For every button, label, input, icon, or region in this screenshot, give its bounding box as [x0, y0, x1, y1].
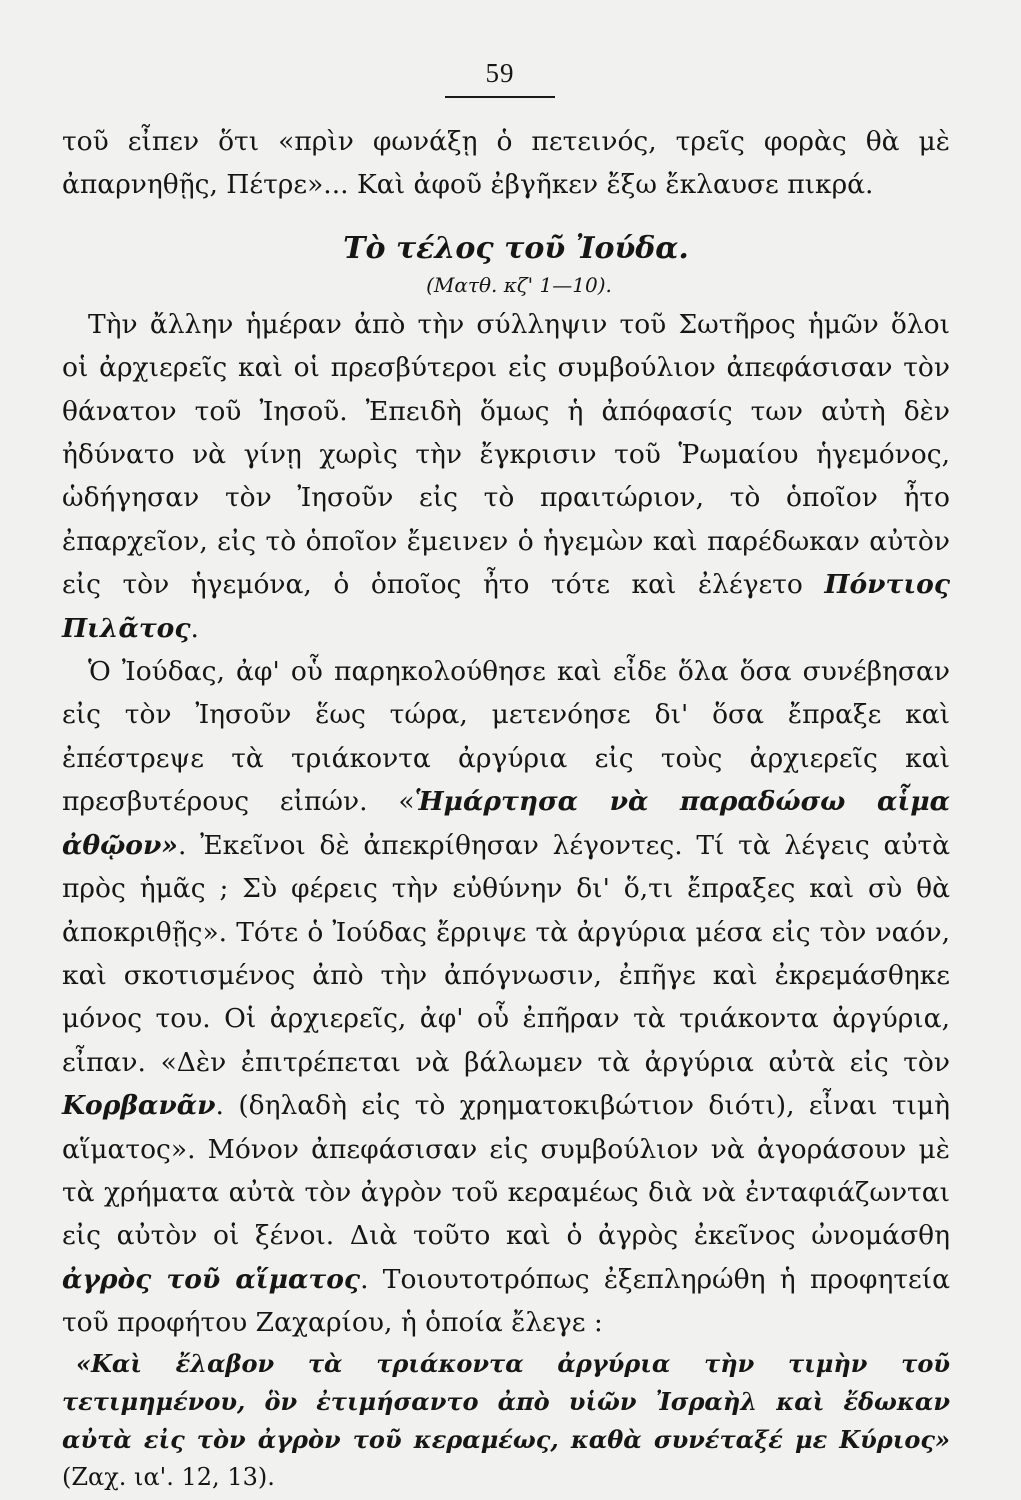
- intro-paragraph: τοῦ εἶπεν ὅτι «πρὶν φωνάξῃ ὁ πετεινός, τρεῖς φορὰς θὰ μὲ ἀπαρνηθῇς, Πέτρε»... Καὶ ἀφοῦ ἐβγῆκεν ἔξω ἔκλαυσε πικρά.: [62, 126, 950, 201]
- prophecy-quote: [62, 1345, 950, 1496]
- paragraph-end: .: [190, 612, 199, 644]
- body-text: [62, 120, 950, 1496]
- paragraph-text: . Ἐκεῖνοι δὲ ἀπεκρίθησαν λέγοντες. Τί τὰ λέγεις αὐτὰ πρὸς ἡμᾶς ; Σὺ φέρεις τὴν εὐθύνην δι' ὅ,τι ἔπραξες καὶ σὺ θὰ ἀποκριθῇς». Τότε ὁ Ἰούδας ἔρριψε τὰ ἀργύρια μέσα εἰς τὸν ναόν, καὶ σκοτισμένος ἀπὸ τὴν ἀπόγνωσιν, ἐπῆγε καὶ ἐκρεμάσθηκε μόνος του. Οἱ ἀρχιερεῖς, ἀφ' οὗ ἐπῆραν τὰ τριάκοντα ἀργύρια, εἶπαν. «Δὲν ἐπιτρέπεται νὰ βάλωμεν τὰ ἀργύρια αὐτὰ εἰς τὸν: [62, 829, 950, 1078]
- paragraph-text: . Τοιουτοτρόπως ἐξεπληρώθη ἡ προφητεία τοῦ προφήτου Ζαχαρίου, ἡ ὁποία ἔλεγε :: [62, 1263, 951, 1339]
- paragraph-judas: [62, 650, 950, 1345]
- page-number-rule: [445, 96, 555, 98]
- emphasis-field-of-blood: ἀγρὸς τοῦ αἵματος: [62, 1263, 361, 1295]
- quote-text: «Καὶ ἔλαβον τὰ τριάκοντα ἀργύρια τὴν τιμὴν τοῦ τετιμημένου, ὃν ἐτιμήσαντο ἀπὸ υἱῶν Ἰσραὴλ καὶ ἔδωκαν αὐτὰ εἰς τὸν ἀγρὸν τοῦ κεραμέως, καθὰ συνέταξέ με Κύριος»: [62, 1348, 950, 1454]
- emphasis-korban: Κορβανᾶν: [62, 1090, 216, 1122]
- paragraph-text: Ὁ Ἰούδας, ἀφ' οὗ παρηκολούθησε καὶ εἶδε ὅλα ὅσα συνέβησαν εἰς τὸν Ἰησοῦν ἕως τώρα, μετενόησε δι' ὅσα ἔπραξε καὶ ἐπέστρεψε τὰ τριάκοντα ἀργύρια εἰς τοὺς ἀρχιερεῖς καὶ πρεσβυτέρους εἰπών. «: [62, 656, 950, 818]
- scripture-reference: (Ματθ. κζ' 1—10).: [426, 272, 612, 297]
- emphasis-pilate: Πόντιος Πιλᾶτος: [62, 569, 950, 644]
- quote-citation: (Ζαχ. ια'. 12, 13).: [62, 1462, 275, 1491]
- section-heading: Τὸ τέλος τοῦ Ἰούδα.: [343, 230, 689, 266]
- emphasis-quote: Ἡμάρτησα νὰ παραδώσω αἷμα ἀθῷον»: [62, 786, 950, 861]
- page-number: 59: [485, 58, 515, 88]
- paragraph-text: . (δηλαδὴ εἰς τὸ χρηματοκιβώτιον διότι), εἶναι τιμὴ αἵματος». Μόνον ἀπεφάσισαν εἰς συμβούλιον νὰ ἀγοράσουν μὲ τὰ χρήματα αὐτὰ τὸν ἀγρὸν τοῦ κεραμέως διὰ νὰ ἐνταφιάζωνται εἰς αὐτὸν οἱ ξένοι. Διὰ τοῦτο καὶ ὁ ἀγρὸς ἐκεῖνος ὠνομάσθη: [62, 1090, 950, 1252]
- paragraph-sanhedrin: [62, 303, 950, 650]
- paragraph-text: Τὴν ἄλλην ἡμέραν ἀπὸ τὴν σύλληψιν τοῦ Σωτῆρος ἡμῶν ὅλοι οἱ ἀρχιερεῖς καὶ οἱ πρεσβύτεροι εἰς συμβούλιον ἀπεφάσισαν τὸν θάνατον τοῦ Ἰησοῦ. Ἐπειδὴ ὅμως ἡ ἀπόφασίς των αὐτὴ δὲν ἠδύνατο νὰ γίνῃ χωρὶς τὴν ἔγκρισιν τοῦ Ῥωμαίου ἡγεμόνος, ὡδήγησαν τὸν Ἰησοῦν εἰς τὸ πραιτώριον, τὸ ὁποῖον ἦτο ἐπαρχεῖον, εἰς τὸ ὁποῖον ἔμεινεν ὁ ἡγεμὼν καὶ παρέδωκαν αὐτὸν εἰς τὸν ἡγεμόνα, ὁ ὁποῖος ἦτο τότε καὶ ἐλέγετο: [62, 308, 950, 601]
